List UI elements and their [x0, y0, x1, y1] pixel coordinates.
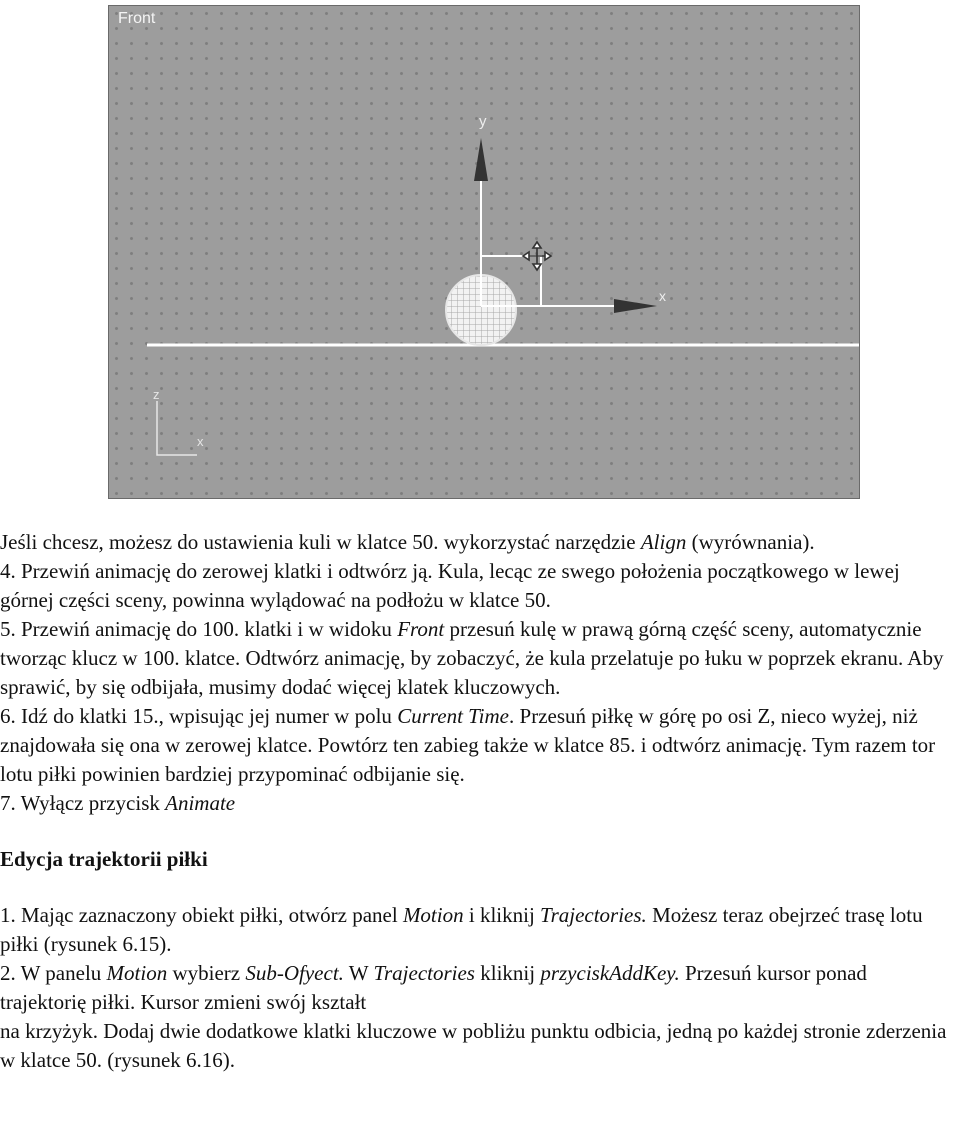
- text-run: Przesuń kursor ponad trajektorię piłki. Kursor zmieni swój kształt: [0, 961, 867, 1014]
- emphasis: Sub-Ofyect.: [245, 961, 344, 985]
- text-run: wybierz: [167, 961, 246, 985]
- emphasis: Motion: [402, 903, 464, 927]
- emphasis: Trajectories: [373, 961, 475, 985]
- corner-z-label: z: [153, 387, 160, 402]
- viewport-scene: [109, 6, 859, 498]
- emphasis: przyciskAddKey.: [540, 961, 680, 985]
- step-5: [0, 615, 955, 702]
- text-run: 2. W panelu: [0, 961, 107, 985]
- step-2-continued: na krzyżyk. Dodaj dwie dodatkowe klatki kluczowe w pobliżu punktu odbicia, jedną po każdej stronie zderzenia w klatce 50. (rysunek 6.16).: [0, 1019, 947, 1072]
- gizmo-x-label: x: [659, 288, 666, 304]
- text-run: Jeśli chcesz, możesz do ustawienia kuli w klatce 50. wykorzystać narzędzie: [0, 530, 641, 554]
- text-run: 5. Przewiń animację do 100. klatki i w widoku: [0, 617, 398, 641]
- text-run: 6. Idź do klatki 15., wpisując jej numer w polu: [0, 704, 398, 728]
- emphasis: Align: [640, 530, 687, 554]
- emphasis: Motion: [106, 961, 168, 985]
- emphasis: Current Time: [397, 704, 510, 728]
- text-run: kliknij: [474, 961, 541, 985]
- gizmo-y-label: y: [479, 113, 487, 130]
- front-viewport[interactable]: [108, 5, 860, 499]
- world-axis-icon: [153, 387, 204, 455]
- text-run: W: [343, 961, 374, 985]
- text-run: 1. Mając zaznaczony obiekt piłki, otwórz panel: [0, 903, 403, 927]
- emphasis: Trajectories.: [540, 903, 647, 927]
- text-run: 7. Wyłącz przycisk: [0, 791, 166, 815]
- section-heading: Edycja trajektorii piłki: [0, 847, 208, 871]
- step-2-motion: [0, 959, 955, 1017]
- paragraph-align: [0, 528, 955, 557]
- y-axis-arrow[interactable]: [474, 138, 488, 181]
- text-run: przesuń kulę w prawą górną część sceny, automatycznie tworząc klucz w 100. klatce. Odtwórz animację, by zobaczyć, że kula przelatuje po łuku w poprzek ekranu. Aby sprawić, by się odbijała, musimy dodać więcej klatek kluczowych.: [0, 617, 944, 699]
- text-run: . Przesuń piłkę w górę po osi Z, nieco wyżej, niż znajdowała się ona w zerowej klatce. Powtórz ten zabieg także w klatce 85. i odtwórz animację. Tym razem tor lotu piłki powinien bardziej przypominać odbijanie się.: [0, 704, 936, 786]
- step-7: [0, 789, 955, 818]
- viewport-label: Front: [118, 10, 156, 27]
- x-axis-arrow[interactable]: [614, 299, 657, 313]
- text-run: Możesz teraz obejrzeć trasę lotu piłki (rysunek 6.15).: [0, 903, 923, 956]
- text-run: i kliknij: [463, 903, 541, 927]
- text-run: (wyrównania).: [686, 530, 815, 554]
- corner-x-label: x: [197, 434, 204, 449]
- step-1-motion: [0, 901, 955, 959]
- step-4: 4. Przewiń animację do zerowej klatki i odtwórz ją. Kula, lecąc ze swego położenia początkowego w lewej górnej części sceny, powinna wylądować na podłożu w klatce 50.: [0, 559, 900, 612]
- article-text: [0, 528, 955, 1075]
- move-cursor-icon: [523, 242, 551, 270]
- emphasis: Animate: [165, 791, 236, 815]
- emphasis: Front: [397, 617, 445, 641]
- step-6: [0, 702, 955, 789]
